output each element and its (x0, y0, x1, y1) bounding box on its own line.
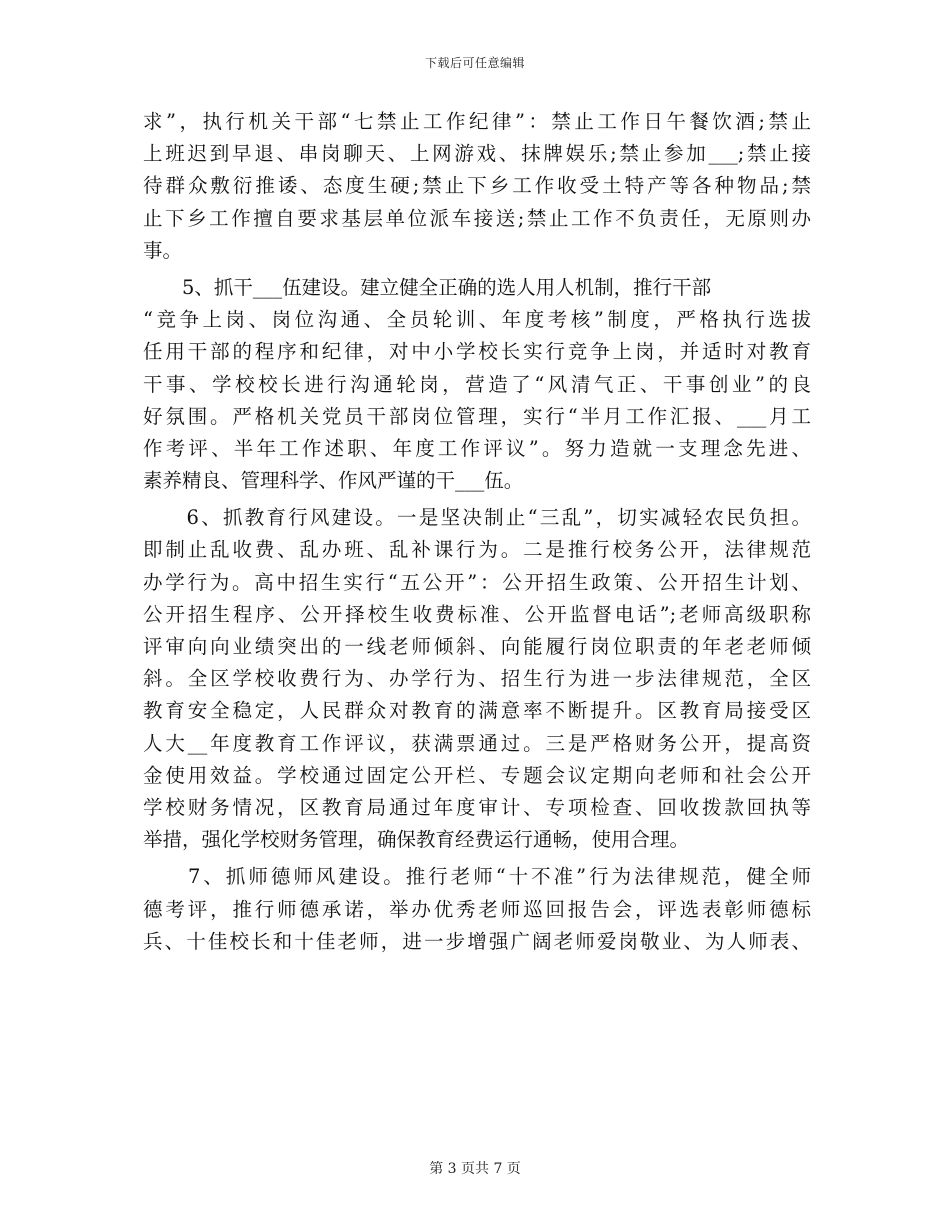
text-line: 作考评、半年工作述职、年度工作评议”。努力造就一支理念先进、 (143, 436, 811, 460)
paragraph (143, 272, 811, 497)
text-line: 止下乡工作擅自要求基层单位派车接送;禁止工作不负责任，无原则办 (143, 206, 811, 230)
text-line: 即制止乱收费、乱办班、乱补课行为。二是推行校务公开，法律规范 (143, 538, 811, 562)
text-line: 公开招生程序、公开择校生收费标准、公开监督电话”;老师高级职称 (143, 602, 811, 626)
text-line: “竞争上岗、岗位沟通、全员轮训、年度考核”制度，严格执行选拔 (143, 308, 811, 332)
text-line: 举措，强化学校财务管理，确保教育经费运行通畅，使用合理。 (143, 828, 690, 852)
text-line: 办学行为。高中招生实行“五公开”：公开招生政策、公开招生计划、 (143, 570, 811, 594)
text-line: 5、抓干___伍建设。建立健全正确的选人用人机制，推行干部 (143, 275, 712, 299)
text-line: 学校财务情况，区教育局通过年度审计、专项检查、回收拨款回执等 (143, 795, 811, 819)
text-line: 待群众敷衍推诿、态度生硬;禁止下乡工作收受土特产等各种物品;禁 (143, 174, 811, 198)
text-line: 兵、十佳校长和十佳老师，进一步增强广阔老师爱岗敬业、为人师表、 (143, 929, 811, 953)
text-line: 金使用效益。学校通过固定公开栏、专题会议定期向老师和社会公开 (143, 763, 811, 787)
text-line: 教育安全稳定，人民群众对教育的满意率不断提升。区教育局接受区 (143, 699, 811, 723)
paragraph (143, 106, 811, 267)
text-line: 评审向向业绩突出的一线老师倾斜、向能履行岗位职责的年老老师倾 (143, 635, 811, 658)
text-line: 任用干部的程序和纪律，对中小学校长实行竞争上岗，并适时对教育 (143, 340, 811, 364)
page-header: 下载后可任意编辑 (424, 56, 525, 70)
page-footer: 第 3 页共 7 页 (429, 1161, 521, 1177)
text-line: 干事、学校校长进行沟通轮岗，营造了“风清气正、干事创业”的良 (143, 372, 811, 396)
text-line: 素养精良、管理科学、作风严谨的干___伍。 (143, 469, 524, 493)
text-line: 上班迟到早退、串岗聊天、上网游戏、抹牌娱乐;禁止参加___;禁止接 (143, 142, 811, 166)
text-line: 求”，执行机关干部“七禁止工作纪律”：禁止工作日午餐饮酒;禁止 (143, 110, 811, 133)
text-line: 7、抓师德师风建设。推行老师“十不准”行为法律规范，健全师 (143, 865, 811, 889)
text-line: 德考评，推行师德承诺，举办优秀老师巡回报告会，评选表彰师德标 (143, 897, 811, 921)
document-body (143, 106, 811, 958)
text-line: 6、抓教育行风建设。一是坚决制止“三乱”，切实减轻农民负担。 (143, 506, 811, 530)
paragraph (143, 502, 811, 856)
text-line: 斜。全区学校收费行为、办学行为、招生行为进一步法律规范，全区 (143, 667, 811, 691)
text-line: 好氛围。严格机关党员干部岗位管理，实行“半月工作汇报、___月工 (143, 404, 811, 428)
text-line: 人大__年度教育工作评议，获满票通过。三是严格财务公开，提高资 (143, 731, 811, 755)
text-line: 事。 (143, 238, 183, 262)
paragraph (143, 861, 811, 958)
